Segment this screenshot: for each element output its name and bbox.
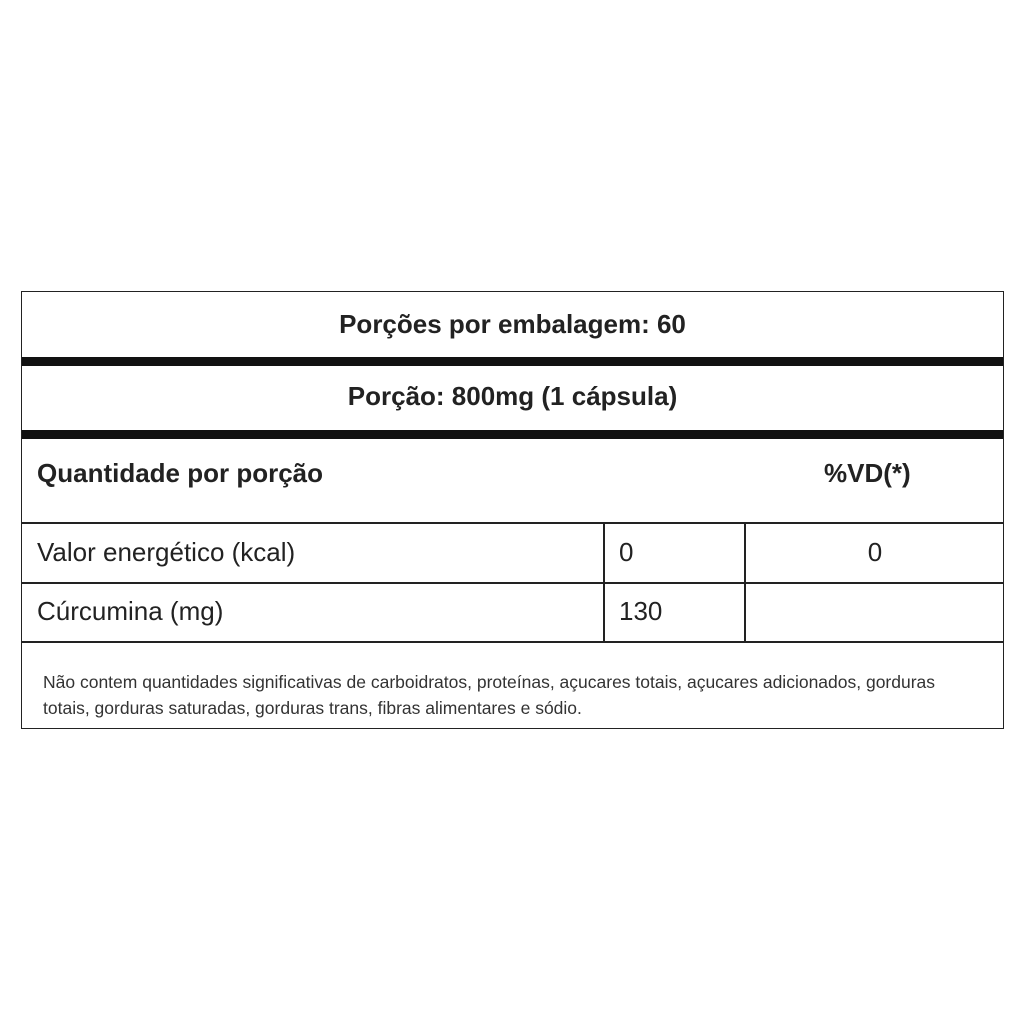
nutrient-daily-value: 0 bbox=[867, 537, 883, 567]
table-divider bbox=[22, 522, 1003, 524]
table-divider bbox=[22, 582, 1003, 584]
amount-per-serving-header: Quantidade por porção bbox=[37, 458, 324, 488]
nutrient-amount: 130 bbox=[619, 596, 663, 626]
table-divider bbox=[22, 641, 1003, 643]
servings-per-package: Porções por embalagem: 60 bbox=[339, 309, 686, 339]
footnote: Não contem quantidades significativas de carboidratos, proteínas, açucares totais, açucares adicionados, gorduras totais, gorduras saturadas, gorduras trans, fibras alimentares e sódio. bbox=[43, 672, 936, 718]
nutrient-name: Cúrcumina (mg) bbox=[37, 596, 224, 626]
daily-value-header: %VD(*) bbox=[824, 458, 911, 488]
thick-divider bbox=[22, 430, 1003, 439]
nutrient-amount: 0 bbox=[619, 537, 634, 567]
serving-size: Porção: 800mg (1 cápsula) bbox=[347, 381, 678, 411]
column-divider bbox=[603, 523, 605, 642]
nutrient-name: Valor energético (kcal) bbox=[37, 537, 296, 567]
nutrition-facts-table bbox=[21, 291, 1004, 729]
thick-divider bbox=[22, 357, 1003, 366]
